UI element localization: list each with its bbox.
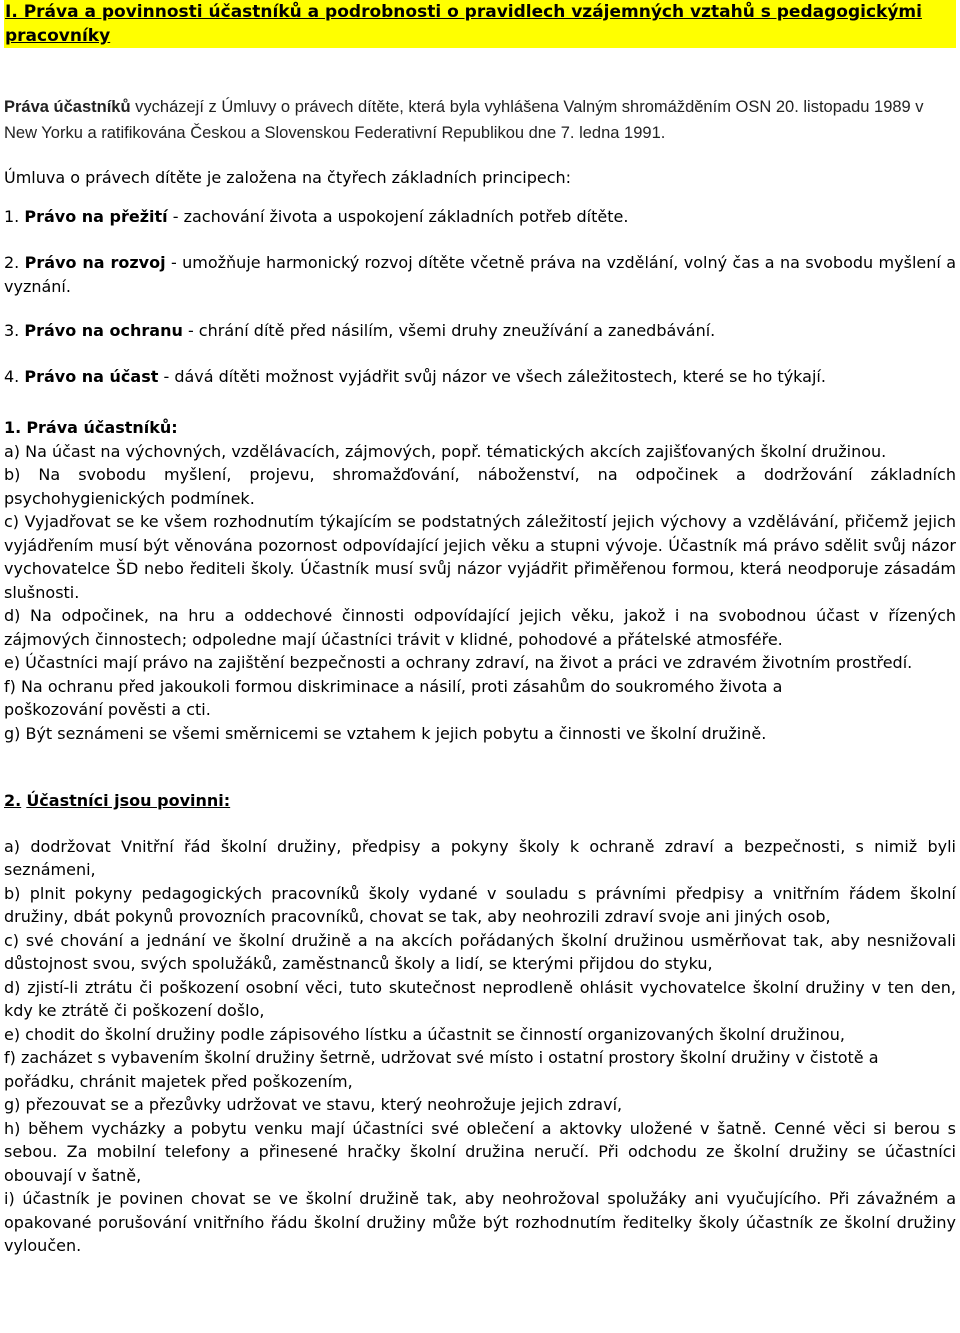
duties-num: 2. [4, 791, 22, 810]
list-item: d) zjistí-li ztrátu či poškození osobní věci, tuto skutečnost neprodleně ohlásit vychovatelce školní družiny v ten den, kdy ke ztrátě či poškození došlo, [4, 977, 956, 1020]
rights-title: Práva účastníků: [26, 418, 178, 437]
duties-heading [4, 789, 956, 813]
principle-2 [4, 251, 956, 298]
rights-heading [4, 416, 956, 440]
list-item: f) Na ochranu před jakoukoli formou diskriminace a násilí, proti zásahům do soukromého života a poškozování pověsti a cti. [4, 676, 783, 719]
principle-title: Právo na rozvoj [24, 253, 166, 272]
principle-num: 2. [4, 253, 20, 272]
duties-title: Účastníci jsou povinni: [26, 791, 231, 810]
principle-3 [4, 319, 956, 343]
principle-desc: - umožňuje harmonický rozvoj dítěte včetně práva na vzdělání, volný čas a na svobodu myšlení a vyznání. [4, 253, 957, 296]
list-item: h) během vycházky a pobytu venku mají účastníci své oblečení a aktovky uložené v šatně. Cenné věci si berou s sebou. Za mobilní telefony a přinesené hračky školní družina neručí. Při odchodu ze školní družiny se účastníci obouvají v šatně, [4, 1118, 956, 1185]
principle-4 [4, 365, 956, 389]
list-item: a) Na účast na výchovných, vzdělávacích, zájmových, popř. tématických akcích zajišťovaných školní družinou. [4, 441, 887, 461]
spacer [4, 48, 956, 94]
principle-num: 4. [4, 366, 20, 386]
list-item: f) zacházet s vybavením školní družiny šetrně, udržovat své místo i ostatní prostory školní družiny v čistotě a pořádku, chránit majetek před poškozením, [4, 1048, 879, 1091]
list-item: i) účastník je povinen chovat se ve školní družině tak, aby neohrožoval spolužáky ani vyučujícího. Při závažném a opakované porušování vnitřního řádu školní družiny může být rozhodnutím ředitelky školy účastník ze školní družiny vyloučen. [4, 1189, 956, 1255]
list-item: e) Účastníci mají právo na zajištění bezpečnosti a ochrany zdraví, na život a práci ve zdravém životním prostředí. [4, 653, 913, 672]
list-item: g) přezouvat se a přezůvky udržovat ve stavu, který neohrožuje jejich zdraví, [4, 1095, 623, 1114]
rights-list [4, 440, 956, 746]
list-item: d) Na odpočinek, na hru a oddechové činnosti odpovídající jejich věku, jakož i na svobodnou účast v řízených zájmových činnostech; odpoledne mají účastníci trávit v klidné, pohodové a přátelské atmosféře. [4, 606, 956, 649]
intro-bold: Práva účastníků [4, 98, 131, 116]
list-item: g) Být seznámeni se všemi směrnicemi se vztahem k jejich pobytu a činnosti ve školní družině. [4, 723, 767, 743]
list-item: e) chodit do školní družiny podle zápisového lístku a účastnit se činností organizovaných školní družinou, [4, 1024, 845, 1044]
intro-text: vycházejí z Úmluvy o právech dítěte, která byla vyhlášena Valným shromážděním OSN 20. listopadu 1989 v New Yorku a ratifikována Českou a Slovenskou Federativní Republikou dne 7. ledna 1991. [4, 98, 924, 142]
principle-desc: - zachování života a uspokojení základních potřeb dítěte. [167, 206, 629, 226]
principle-desc: - dává dítěti možnost vyjádřit svůj názor ve všech záležitostech, které se ho týkají. [158, 366, 826, 386]
document [4, 0, 956, 1258]
duties-list [4, 835, 956, 1258]
list-item: a) dodržovat Vnitřní řád školní družiny, předpisy a pokyny školy k ochraně zdraví a bezpečnosti, s nimiž byli seznámeni, [4, 836, 956, 879]
principle-num: 1. [4, 206, 20, 226]
principle-title: Právo na přežití [24, 206, 168, 226]
list-item: b) Na svobodu myšlení, projevu, shromažďování, náboženství, na odpočinek a dodržování základních psychohygienických podmínek. [4, 465, 956, 508]
intro-paragraph [4, 94, 956, 146]
section-heading: I. Práva a povinnosti účastníků a podrobnosti o pravidlech vzájemných vztahů s pedagogickými pracovníky [4, 0, 956, 48]
list-item: b) plnit pokyny pedagogických pracovníků školy vydané v souladu s právními předpisy a vnitřním řádem školní družiny, dbát pokynů provozních pracovníků, chovat se tak, aby neohrozili zdraví svoje ani jiných osob, [4, 883, 956, 926]
list-item: c) své chování a jednání ve školní družině a na akcích pořádaných školní družinou usměrňovat tak, aby nesnižovali důstojnost svou, svých spolužáků, zaměstnanců školy a lidí, se kterými přijdou do styku, [4, 930, 956, 973]
principle-num: 3. [4, 321, 20, 340]
list-item: c) Vyjadřovat se ke všem rozhodnutím týkajícím se podstatných záležitostí jejich výchovy a vzdělávání, přičemž jejich vyjádřením musí být věnována pozornost odpovídající jejich věku a stupni vývoje. Účastník má právo sdělit svůj názor vychovatelce ŠD nebo řediteli školy. Účastník musí svůj názor vyjádřit přiměřenou formou, která neodporuje zásadám slušnosti. [4, 512, 956, 602]
principle-title: Právo na účast [24, 366, 159, 386]
principle-1 [4, 205, 956, 229]
principle-desc: - chrání dítě před násilím, všemi druhy zneužívání a zanedbávání. [182, 321, 716, 340]
convention-line: Úmluva o právech dítěte je založena na čtyřech základních principech: [4, 168, 572, 187]
rights-num: 1. [4, 418, 22, 437]
principle-title: Právo na ochranu [24, 321, 183, 340]
